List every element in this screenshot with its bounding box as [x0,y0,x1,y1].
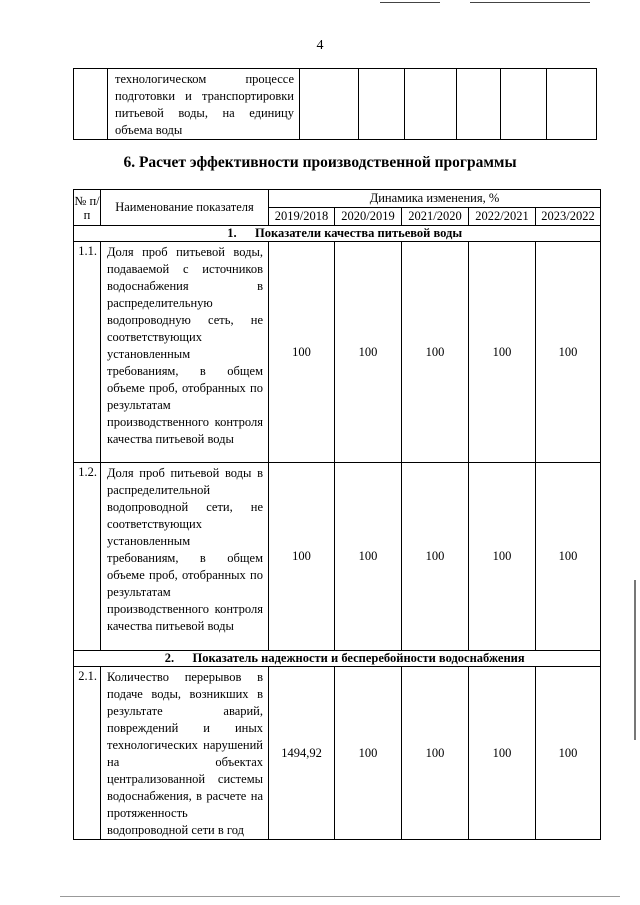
value-cell: 100 [269,463,335,651]
table-cell [300,69,359,140]
table-cell [457,69,501,140]
row-number: 1.2. [74,463,101,651]
value-cell: 100 [469,667,536,840]
column-header-dynamics: Динамика изменения, % [269,190,601,208]
table-cell [74,69,108,140]
column-header-year: 2023/2022 [536,208,601,226]
table-cell [359,69,405,140]
value-cell: 100 [469,463,536,651]
scan-artifact-line [470,2,590,3]
section-row [74,651,601,667]
scan-artifact-line [60,896,620,897]
section-heading [74,226,601,242]
value-cell: 100 [402,667,469,840]
indicator-name: Количество перерывов в подаче воды, возникших в результате аварий, повреждений и иных технологических нарушений на объектах централизованной системы водоснабжения, в расчете на протяженность водопроводной сети в год [101,667,269,840]
value-cell: 100 [335,242,402,463]
column-header-year: 2019/2018 [269,208,335,226]
value-cell: 100 [536,463,601,651]
section-label: Показатели качества питьевой воды [255,226,463,240]
column-header-year: 2020/2019 [335,208,402,226]
indicator-name: Доля проб питьевой воды, подаваемой с источников водоснабжения в распределительную водопроводную сеть, не соответствующих установленным требованиям, в общем объеме проб, отобранных по результатам производственного контроля качества питьевой воды [101,242,269,463]
table-cell [547,69,597,140]
value-cell: 100 [402,463,469,651]
value-cell: 100 [335,463,402,651]
efficiency-table [73,189,601,840]
page-number: 4 [316,38,324,53]
value-cell: 100 [536,667,601,840]
value-cell: 100 [269,242,335,463]
table-row [74,667,601,840]
table-header-row [74,190,601,208]
indicator-name: Доля проб питьевой воды в распределительной водопроводной сети, не соответствующих установленным требованиям, в общем объеме проб, отобранных по результатам производственного контроля качества питьевой воды [101,463,269,651]
scan-artifact-line [380,2,440,3]
section-number: 2. [164,651,175,665]
continuation-table [73,68,597,140]
column-header-year: 2021/2020 [402,208,469,226]
value-cell: 100 [402,242,469,463]
column-header-name: Наименование показателя [101,190,269,226]
section-heading [74,651,601,667]
section-row [74,226,601,242]
section-title: 6. Расчет эффективности производственной программы [123,154,517,171]
table-row [74,69,597,140]
continuation-text: технологическом процессе подготовки и транспортировки питьевой воды, на единицу объема воды [108,69,300,140]
table-row [74,242,601,463]
table-row [74,463,601,651]
value-cell: 100 [536,242,601,463]
table-cell [501,69,547,140]
row-number: 1.1. [74,242,101,463]
section-number: 1. [227,226,237,240]
scan-edge-mark [634,580,636,740]
value-cell: 1494,92 [269,667,335,840]
table-cell [405,69,457,140]
section-label: Показатель надежности и бесперебойности водоснабжения [192,651,525,665]
row-number: 2.1. [74,667,101,840]
value-cell: 100 [469,242,536,463]
column-header-year: 2022/2021 [469,208,536,226]
column-header-number: № п/п [74,190,101,226]
value-cell: 100 [335,667,402,840]
